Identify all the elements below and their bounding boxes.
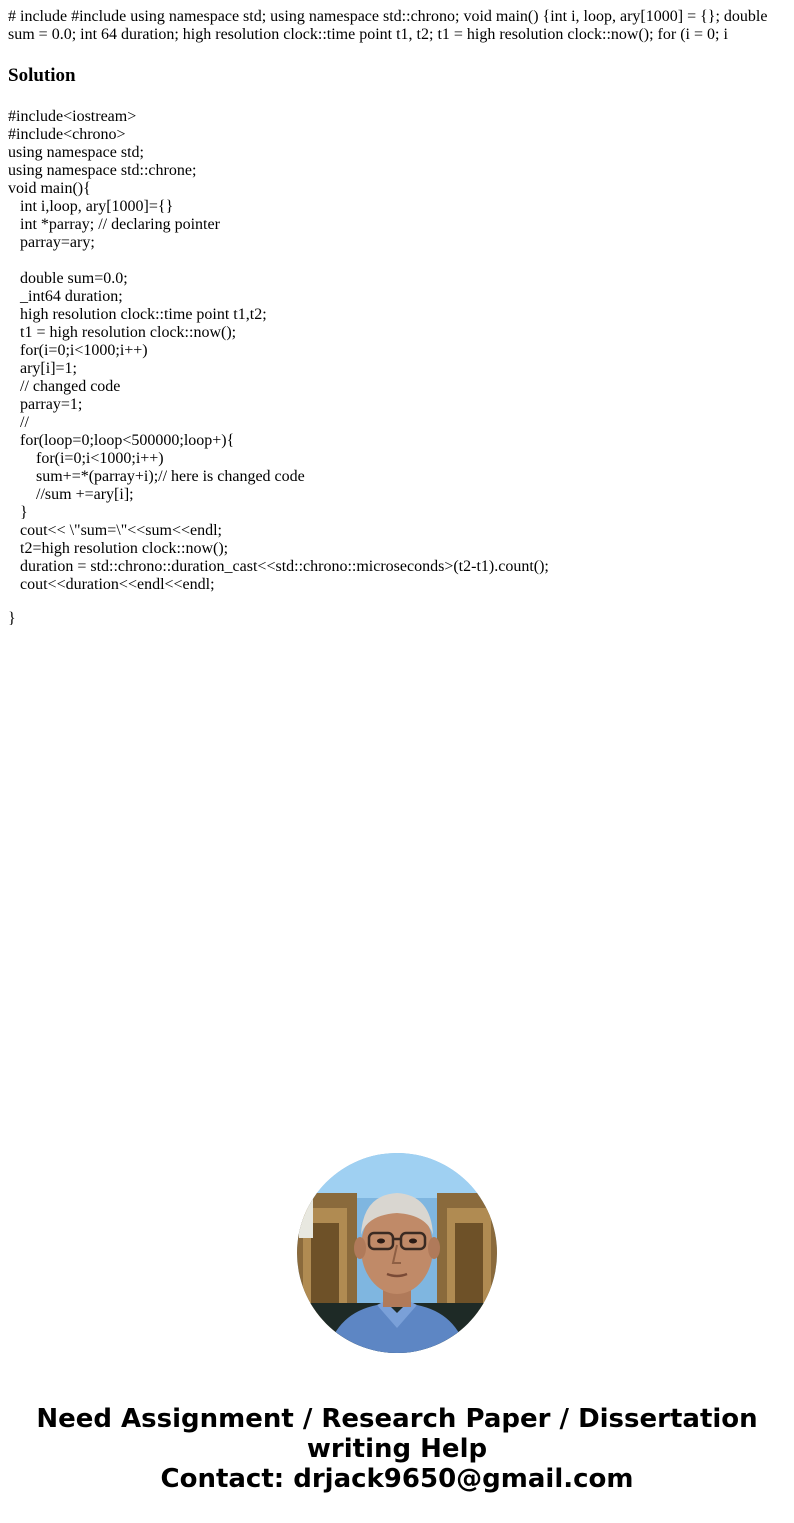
contact-email: Contact: drjack9650@gmail.com <box>160 1464 634 1494</box>
banner-line-1: Need Assignment / Research Paper / Dissertation <box>36 1404 758 1434</box>
code-line: int *parray; // declaring pointer <box>8 216 220 233</box>
code-line: duration = std::chrono::duration_cast<<std::chrono::microseconds>(t2-t1).count(); <box>8 558 549 575</box>
code-line: _int64 duration; <box>8 288 123 305</box>
code-line: for(loop=0;loop<500000;loop+){ <box>8 432 235 449</box>
code-line: void main(){ <box>8 180 91 197</box>
code-line: cout<<duration<<endl<<endl; <box>8 576 215 593</box>
solution-code-block <box>8 108 786 628</box>
author-portrait <box>297 1153 497 1353</box>
code-line: using namespace std; <box>8 144 144 161</box>
author-avatar <box>297 1153 497 1353</box>
code-line: #include<chrono> <box>8 126 126 143</box>
code-line: } <box>8 504 28 521</box>
code-line <box>8 252 786 270</box>
solution-heading: Solution <box>8 65 76 86</box>
code-line: using namespace std::chrone; <box>8 162 197 179</box>
code-line: ary[i]=1; <box>8 360 77 377</box>
code-line: for(i=0;i<1000;i++) <box>8 342 148 359</box>
code-line: sum+=*(parray+i);// here is changed code <box>8 468 305 485</box>
code-line: int i,loop, ary[1000]={} <box>8 198 174 215</box>
code-line: // <box>8 414 29 431</box>
document-page <box>8 8 786 628</box>
code-line: cout<< \"sum=\"<<sum<<endl; <box>8 522 222 539</box>
code-line: // changed code <box>8 378 121 395</box>
question-text: # include #include using namespace std; using namespace std::chrono; void main() {int i, loop, ary[1000] = {}; double sum = 0.0; int 64 duration; high resolution clock::time point t1, t2; t1 = high resolution clock::now(); for (i = 0; i <box>8 8 768 43</box>
code-line: for(i=0;i<1000;i++) <box>8 450 164 467</box>
code-line: parray=ary; <box>8 234 95 251</box>
code-line: #include<iostream> <box>8 108 137 125</box>
banner-line-2: writing Help <box>306 1434 488 1464</box>
code-line: high resolution clock::time point t1,t2; <box>8 306 267 323</box>
code-line: t1 = high resolution clock::now(); <box>8 324 237 341</box>
code-line: double sum=0.0; <box>8 270 128 287</box>
code-line: parray=1; <box>8 396 83 413</box>
contact-banner <box>0 1404 794 1494</box>
code-closing-brace: } <box>8 610 16 627</box>
code-line: //sum +=ary[i]; <box>8 486 134 503</box>
code-line: t2=high resolution clock::now(); <box>8 540 229 557</box>
